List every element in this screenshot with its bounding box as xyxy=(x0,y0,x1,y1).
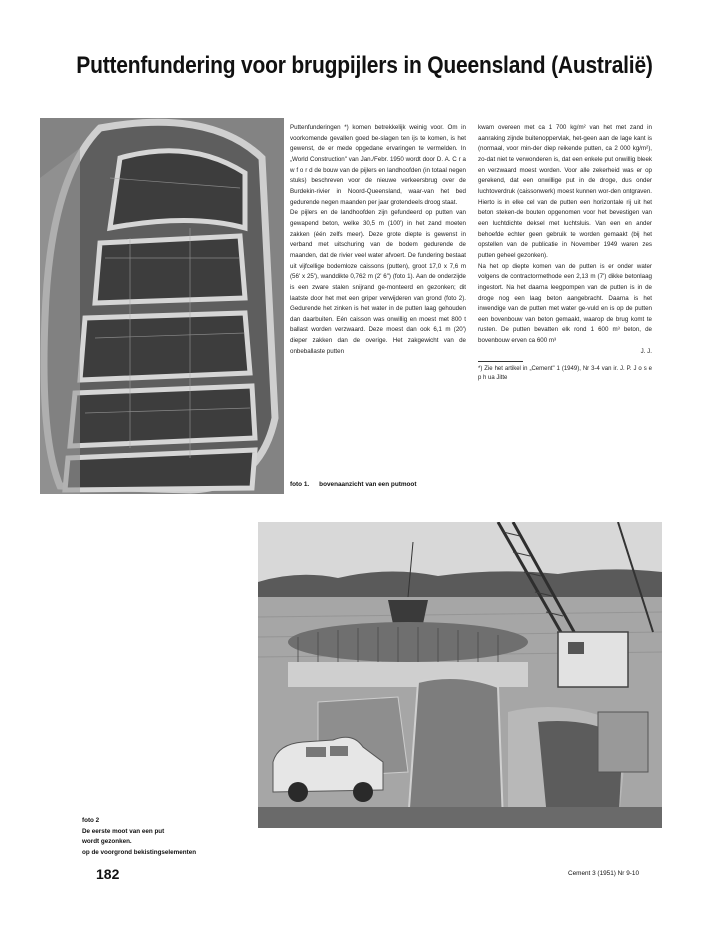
paragraph: Na het op diepte komen van de putten is er onder water volgens de contractormethode een 2,13 m (7') dikke betonlaag ingestort. Na het daarna leegpompen van de putten is in de droge nog een laag beton aangebracht. Daarna is het inwendige van de putten met water ge-vuld en is op de putten een bovenbouw van beton gemaakt, waarop de brug komt te rusten. De putten bevatten elk rond 1 600 m³ beton, de bovenbouw erven ca 600 m³ xyxy=(478,262,652,345)
photo1-caption-text: bovenaanzicht van een putmoot xyxy=(319,481,417,488)
author-initials: J. J. xyxy=(640,347,652,355)
paragraph: kwam overeen met ca 1 700 kg/m² van het met zand in aanraking zijnde buitenoppervlak, het-geen aan de lage kant is (normaal, voor min-der diep reikende putten, ca 2 000 kg/m²), zo-dat niet te verwonderen is, dat een enkele put onwillig bleek en verzwaard moest worden. Voor alle zekerheid was er op gerekend, dat een onwillige put in de droge, dus onder luchtoverdruk (caissonwerk) moest kunnen wor-den ontgraven. Hierto is in elke cel van de putten een horizontale rij uit het beton steken-de bouten opgenomen voor het bevestigen van een luchtdichte deksel met luchtsluis. Van een en ander behoefde echter geen gebruik te worden gemaakt (bij het opstellen van de publicatie in November 1949 waren zes putten geheel gezonken). xyxy=(478,124,652,259)
photo2-caption-line: op de voorgrond bekistingselementen xyxy=(82,848,197,856)
photo2-caption-line: De eerste moot van een put xyxy=(82,827,165,835)
photo2-caption xyxy=(82,816,282,858)
photo2-caption-line: foto 2 xyxy=(82,817,100,824)
footnote-rule xyxy=(478,361,523,362)
text-column-right xyxy=(478,123,652,383)
paragraph: Puttenfunderingen *) komen betrekkelijk weinig voor. Om in voorkomende gevallen goed be-slagen ten ijs te komen, is het gewenst, de er mede opgedane ervaringen te vermelden. In „World Construction" van Jan./Febr. 1950 wordt door D. A. C r a w f o r d de bouw van de pijlers en landhoofden (in totaal negen stuks) beschreven voor de nieuwe verkeersbrug over de Burdekin-rivier in Noord-Queensland, waar-van het bed gedurende negen maanden per jaar grotendeels droog staat. xyxy=(290,124,466,206)
page-number: 182 xyxy=(96,866,120,882)
photo-construction-site xyxy=(258,522,662,828)
photo2-caption-line: wordt gezonken. xyxy=(82,838,132,845)
photo1-caption-label: foto 1. xyxy=(290,481,310,488)
text-column-left xyxy=(290,123,466,357)
journal-reference: Cement 3 (1951) Nr 9-10 xyxy=(567,870,639,877)
article-title: Puttenfundering voor brugpijlers in Queensland (Australië) xyxy=(76,52,653,79)
footnote: *) Zie het artikel in „Cement" 1 (1949), Nr 3-4 van ir. J. P. J o s e p h ua Jitte xyxy=(478,366,652,382)
photo1-caption xyxy=(290,481,426,488)
paragraph: De pijlers en de landhoofden zijn gefundeerd op putten van gewapend beton, welke 30,5 m (100') in het zand moeten zakken (één zelfs meer). Deze grote diepte is gewenst in verband met uitschuring van de bodem gedurende de maanden, dat de rivier veel water afvoert. De fundering bestaat uit vijfcellige bodemloze caissons (putten), groot 17,0 x 7,6 m (56' x 25'), wanddikte 0,762 m (2' 6") (foto 1). Aan de onderzijde is een zware stalen snijrand ge-monteerd en gezonken; dit laatste door het met een griper verwijderen van grond (foto 2). Gedurende het zinken is het water in de putten laag gehouden dan daarbuiten. Eén caisson was onwillig en moest met 800 t ballast worden verzwaard. Deze moest dan ook 6,1 m (20') dieper zakken dan de overige. Het zakgewicht van de onbeballaste putten xyxy=(290,209,466,355)
photo-caisson-top-view xyxy=(40,118,284,494)
